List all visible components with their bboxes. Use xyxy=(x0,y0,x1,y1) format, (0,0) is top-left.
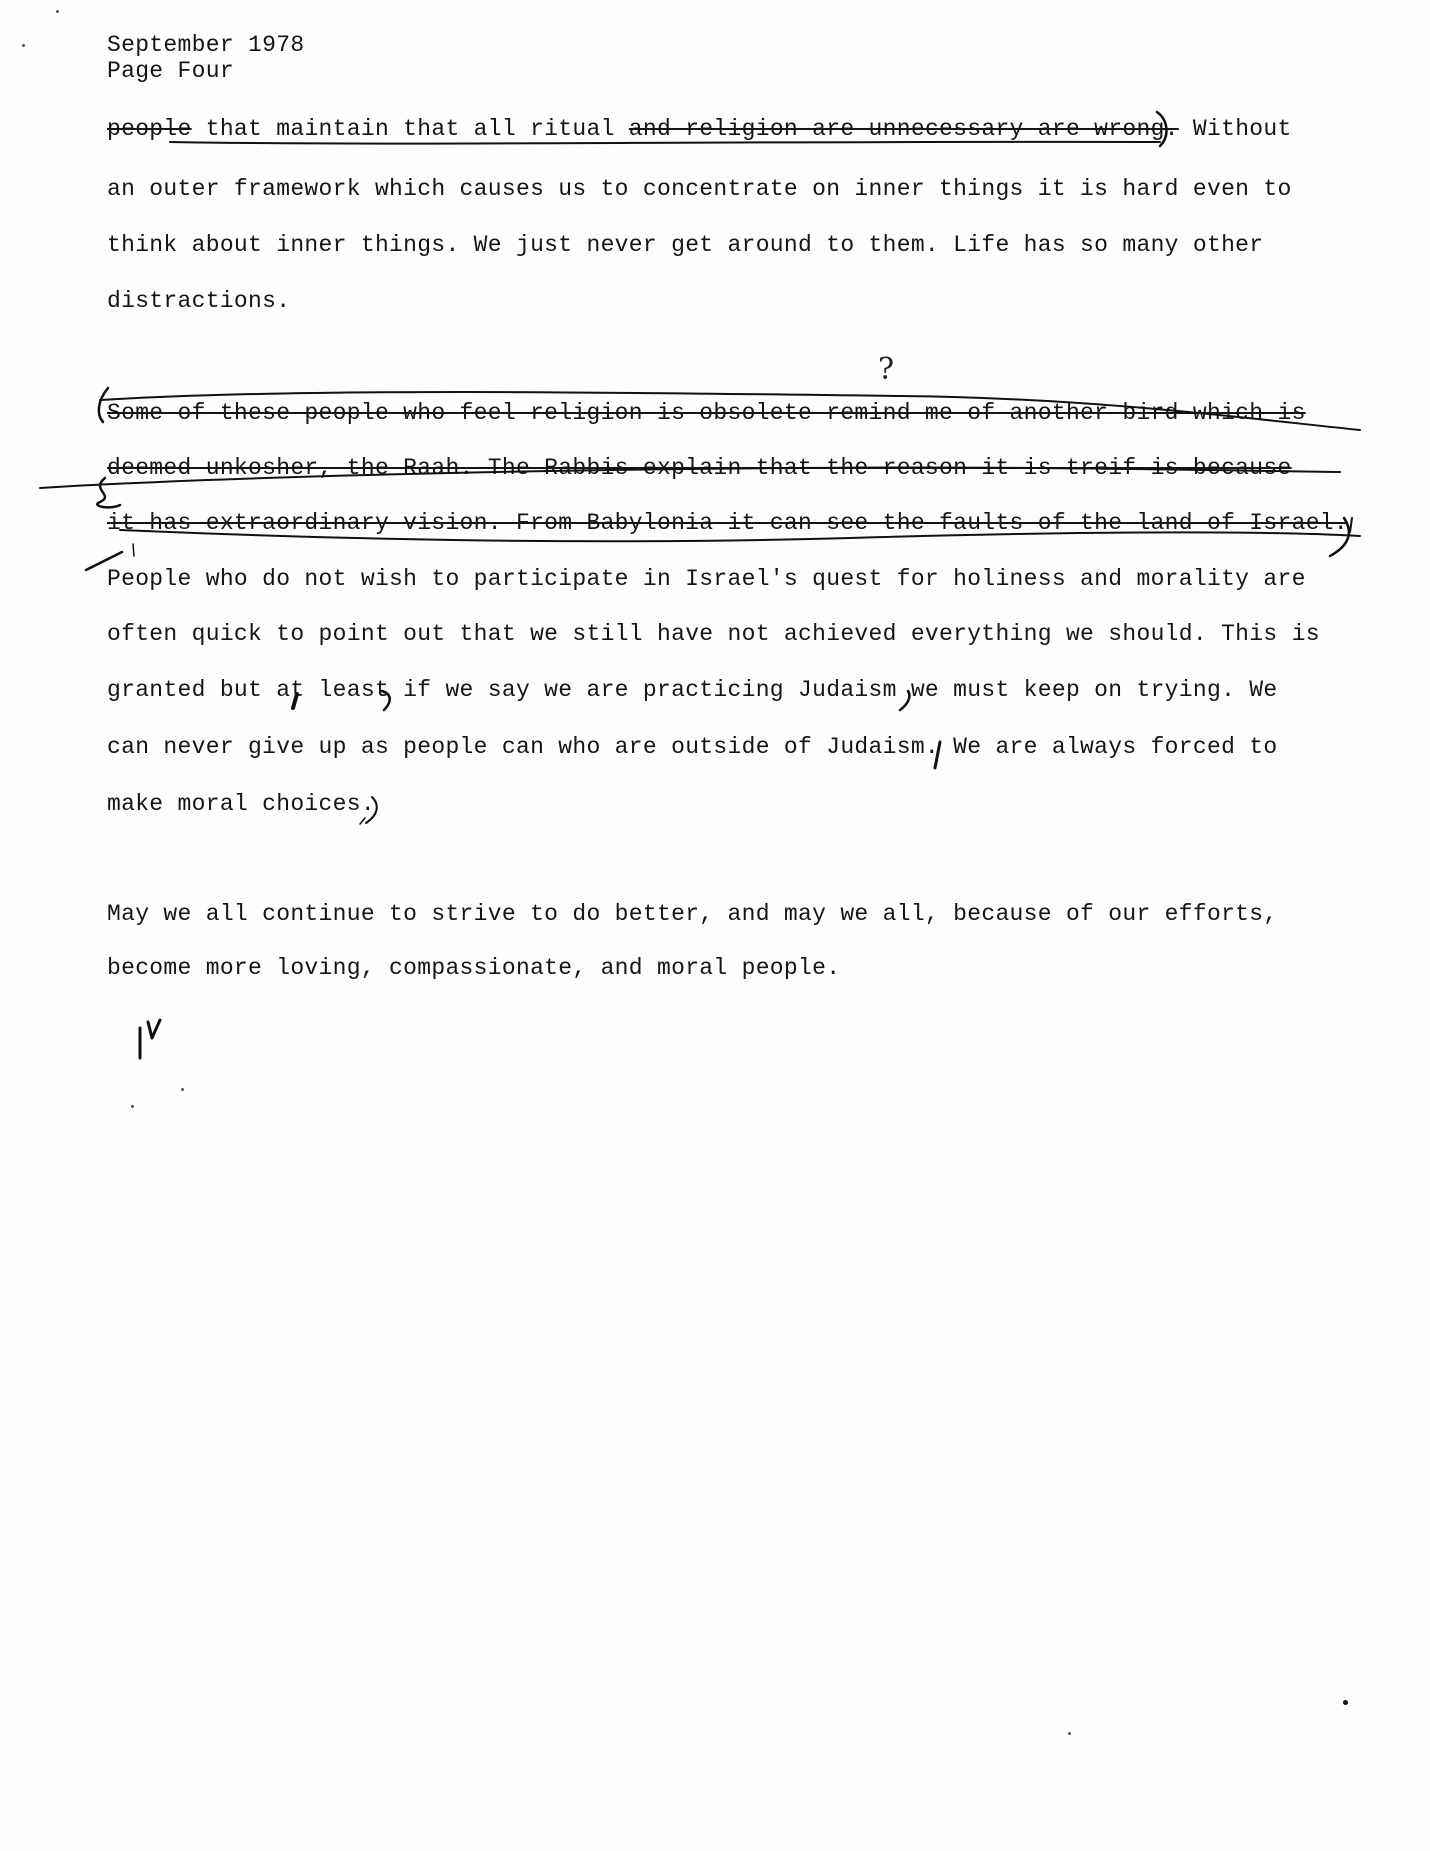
header-page-number: Page Four xyxy=(107,58,234,84)
paragraph-2-line-5: make moral choices. xyxy=(107,791,375,817)
paragraph-2-line-4: can never give up as people can who are outside of Judaism. We are always forced to xyxy=(107,734,1278,760)
ink-underline-p1 xyxy=(170,142,1160,144)
paragraph-2-line-3: granted but at least if we say we are practicing Judaism we must keep on trying. We xyxy=(107,677,1278,703)
ink-tick-choices xyxy=(360,818,365,824)
kept-text-without: Without xyxy=(1178,116,1292,142)
handwritten-question-mark: ? xyxy=(878,352,895,387)
header-date: September 1978 xyxy=(107,32,305,58)
ink-scribble-left xyxy=(97,478,120,507)
struck-clause: and religion are unnecessary are wrong. xyxy=(628,116,1179,142)
paragraph-1-line-1 xyxy=(107,116,1292,142)
paragraph-2-line-2: often quick to point out that we still have not achieved everything we should. This is xyxy=(107,621,1320,647)
struck-line-1: Some of these people who feel religion is obsolete remind me of another bird which is xyxy=(107,400,1306,426)
scan-speck xyxy=(1343,1700,1348,1705)
ink-tick-mark xyxy=(133,544,134,556)
scan-speck xyxy=(22,44,25,47)
scan-speck xyxy=(131,1105,134,1108)
scan-speck xyxy=(56,10,59,13)
paragraph-1-line-3: think about inner things. We just never get around to them. Life has so many other xyxy=(107,232,1264,258)
kept-text: that maintain that all ritual xyxy=(191,116,629,142)
paragraph-1-line-4: distractions. xyxy=(107,288,291,314)
ink-slash-right xyxy=(1350,518,1352,532)
paragraph-3-line-1: May we all continue to strive to do better, and may we all, because of our efforts, xyxy=(107,901,1278,927)
paragraph-3-line-2: become more loving, compassionate, and moral people. xyxy=(107,955,841,981)
struck-line-2: deemed unkosher, the Raah. The Rabbis explain that the reason it is treif is because xyxy=(107,455,1292,481)
paragraph-1-line-2: an outer framework which causes us to concentrate on inner things it is hard even to xyxy=(107,176,1292,202)
scan-speck xyxy=(1068,1732,1071,1735)
paragraph-2-line-1: People who do not wish to participate in Israel's quest for holiness and morality are xyxy=(107,566,1306,592)
scan-speck xyxy=(181,1088,184,1091)
struck-line-3: it has extraordinary vision. From Babylonia it can see the faults of the land of Israel. xyxy=(107,510,1348,536)
struck-word-people: people xyxy=(107,116,192,142)
ink-initials xyxy=(140,1020,160,1058)
